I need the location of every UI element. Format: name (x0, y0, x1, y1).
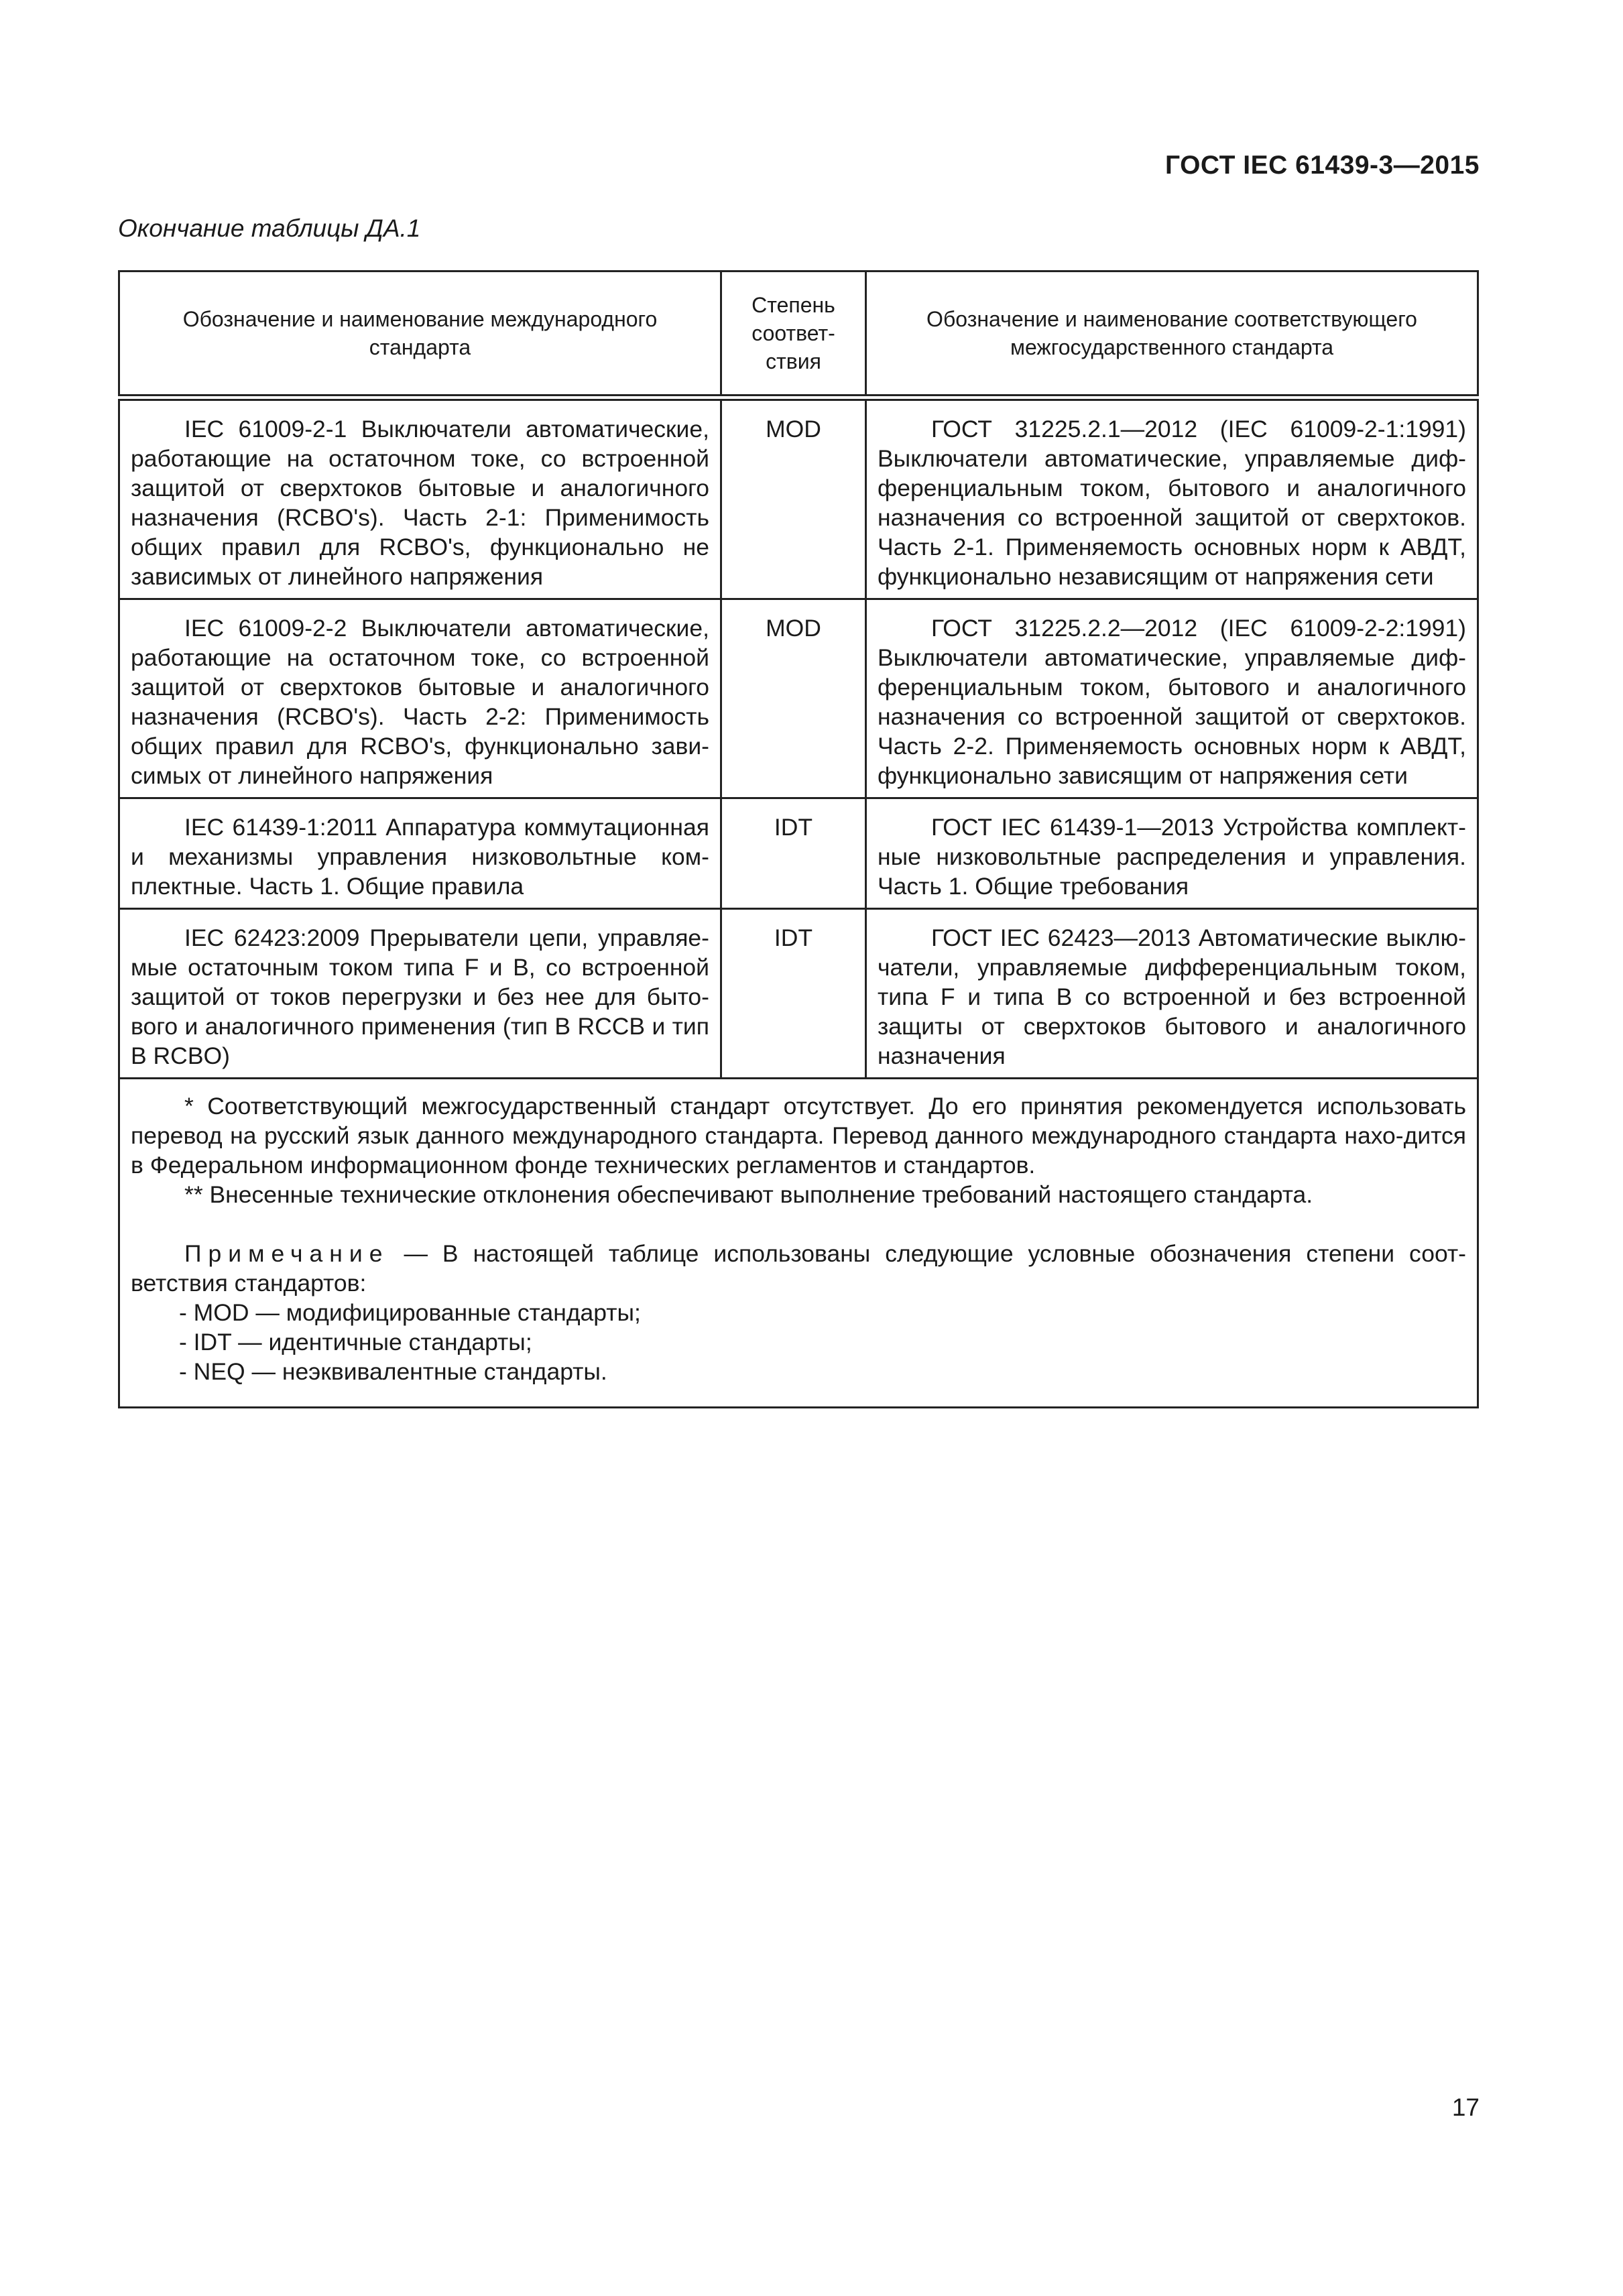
table-notes-row (119, 1079, 1478, 1408)
legend-item-neq: - NEQ — неэквивалентные стандарты. (179, 1358, 607, 1385)
footnote-star: * Соответствующий межгосударственный стандарт отсутствует. До его принятия рекомендуется использовать перевод на русский язык данного международного стандарта. Перевод данного международного стандарта нахо-дится в Федеральном информационном фонде технических регламентов и стандартов. (131, 1093, 1466, 1179)
interstate-standard-cell: ГОСТ IEC 61439-1—2013 Устройства комплект-ные низковольтные распределения и управления. Часть 1. Общие требования (866, 798, 1478, 909)
international-standard-cell: IEC 61009-2-1 Выключатели автоматические, работающие на остаточном токе, со встроенной защитой от сверхтоков бытовые и аналогичного назначения (RCBO's). Часть 2-1: Применимость общих правил для RCBO's, функционально не зависимых от линейного напряжения (119, 398, 721, 599)
degree-cell: MOD (721, 398, 866, 599)
legend-item-mod: - MOD — модифицированные стандарты; (179, 1299, 641, 1326)
degree-cell: IDT (721, 909, 866, 1079)
international-standard-cell: IEC 62423:2009 Прерыватели цепи, управляе-мые остаточным током типа F и B, со встроенной защитой от токов перегрузки и без нее для быто-вого и аналогичного применения (тип B RCCB и тип B RCBO) (119, 909, 721, 1079)
table-row (119, 398, 1478, 599)
note-paragraph (131, 1239, 1466, 1298)
column-header-interstate: Обозначение и наименование соответствующего межгосударственного стандарта (866, 271, 1478, 398)
note-label: Примечание (184, 1240, 389, 1267)
interstate-standard-cell: ГОСТ IEC 62423—2013 Автоматические выклю-чатели, управляемые дифференциальным током, типа F и типа B со встроенной и без встроенной защиты от сверхтоков бытового и аналогичного назначения (866, 909, 1478, 1079)
degree-cell: MOD (721, 599, 866, 798)
standards-table (118, 270, 1479, 1408)
degree-cell: IDT (721, 798, 866, 909)
interstate-standard-cell: ГОСТ 31225.2.2—2012 (IEC 61009-2-2:1991) Выключатели автоматические, управляемые диф-ференциальным током, бытового и аналогичного назначения со встроенной защитой от сверхтоков. Часть 2-2. Применяемость основных норм к АВДТ, функционально зависящим от напряжения сети (866, 599, 1478, 798)
table-row (119, 599, 1478, 798)
footnote-double-star: ** Внесенные технические отклонения обеспечивают выполнение требований настоящего стандарта. (184, 1181, 1313, 1208)
legend-item-idt: - IDT — идентичные стандарты; (179, 1329, 532, 1355)
table-row (119, 798, 1478, 909)
column-header-international: Обозначение и наименование международного стандарта (119, 271, 721, 398)
document-code: ГОСТ IEC 61439-3—2015 (1164, 151, 1480, 180)
table-caption: Окончание таблицы ДА.1 (118, 215, 421, 242)
column-header-degree: Степень соответ-ствия (721, 271, 866, 398)
international-standard-cell: IEC 61439-1:2011 Аппаратура коммутационная и механизмы управления низковольтные ком-плектные. Часть 1. Общие правила (119, 798, 721, 909)
table-notes (119, 1079, 1478, 1408)
table-header-row (119, 271, 1478, 398)
note-text: — В настоящей таблице использованы следующие условные обозначения степени соот-ветствия стандартов: (131, 1240, 1466, 1296)
interstate-standard-cell: ГОСТ 31225.2.1—2012 (IEC 61009-2-1:1991) Выключатели автоматические, управляемые диф-ференциальным током, бытового и аналогичного назначения со встроенной защитой от сверхтоков. Часть 2-1. Применяемость основных норм к АВДТ, функционально независящим от напряжения сети (866, 398, 1478, 599)
table-row (119, 909, 1478, 1079)
notes-spacer (131, 1209, 1466, 1239)
international-standard-cell: IEC 61009-2-2 Выключатели автоматические, работающие на остаточном токе, со встроенной защитой от сверхтоков бытовые и аналогичного назначения (RCBO's). Часть 2-2: Применимость общих правил для RCBO's, функционально зави-симых от линейного напряжения (119, 599, 721, 798)
page-number: 17 (1451, 2094, 1480, 2121)
